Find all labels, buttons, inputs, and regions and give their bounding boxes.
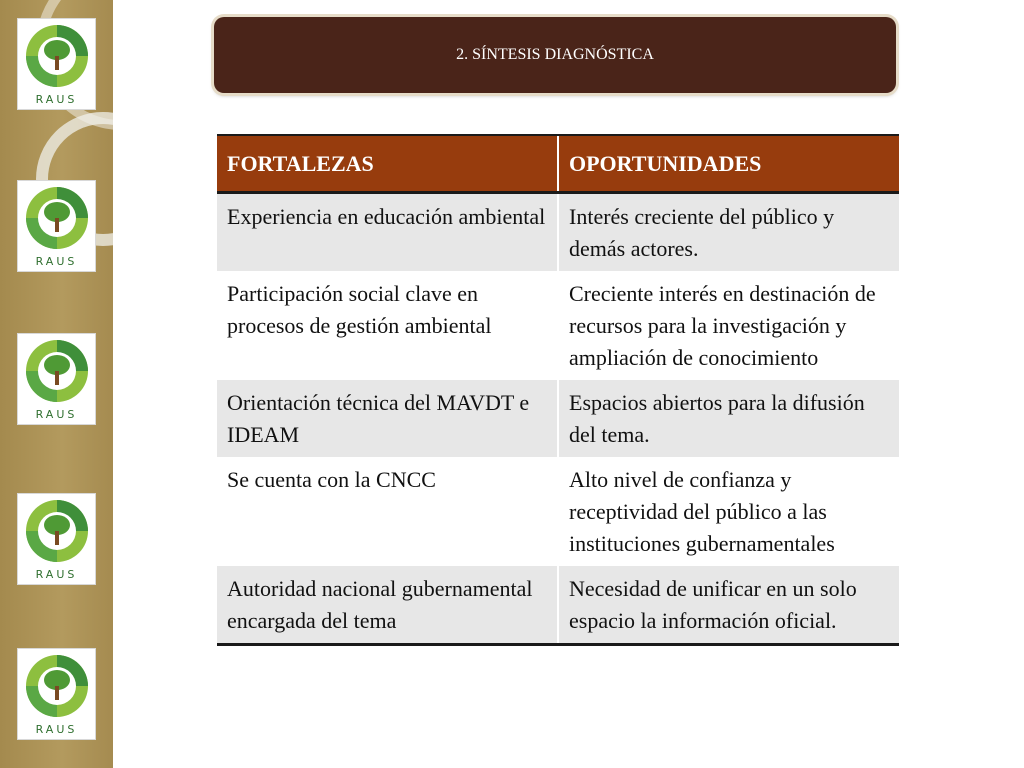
logo-text: RAUS: [35, 93, 78, 106]
raus-logo: [17, 180, 96, 272]
table-row: [217, 566, 899, 645]
tree-puzzle-logo-icon: [22, 497, 92, 565]
oportunidad-cell: Espacios abiertos para la difusión del tema.: [558, 380, 899, 457]
oportunidad-cell: Interés creciente del público y demás actores.: [558, 193, 899, 272]
table-row: [217, 457, 899, 566]
fortaleza-cell: Orientación técnica del MAVDT e IDEAM: [217, 380, 558, 457]
oportunidad-cell: Necesidad de unificar en un solo espacio la información oficial.: [558, 566, 899, 645]
swot-table: [217, 134, 899, 646]
logo-text: RAUS: [35, 255, 78, 268]
slide-title: 2. SÍNTESIS DIAGNÓSTICA: [456, 46, 654, 63]
raus-logo: [17, 18, 96, 110]
tree-puzzle-logo-icon: [22, 652, 92, 720]
oportunidad-cell: Alto nivel de confianza y receptividad del público a las instituciones gubernamentales: [558, 457, 899, 566]
table-header-row: [217, 135, 899, 193]
header-fortalezas: FORTALEZAS: [217, 135, 558, 193]
logo-text: RAUS: [35, 408, 78, 421]
raus-logo: [17, 493, 96, 585]
header-oportunidades: OPORTUNIDADES: [558, 135, 899, 193]
oportunidad-cell: Creciente interés en destinación de recursos para la investigación y ampliación de conocimiento: [558, 271, 899, 380]
raus-logo: [17, 648, 96, 740]
tree-puzzle-logo-icon: [22, 184, 92, 252]
table-row: [217, 271, 899, 380]
sidebar: [0, 0, 113, 768]
logo-text: RAUS: [35, 723, 78, 736]
fortaleza-cell: Se cuenta con la CNCC: [217, 457, 558, 566]
slide-title-banner: [214, 17, 896, 93]
fortaleza-cell: Autoridad nacional gubernamental encargada del tema: [217, 566, 558, 645]
table-row: [217, 380, 899, 457]
fortaleza-cell: Participación social clave en procesos de gestión ambiental: [217, 271, 558, 380]
fortaleza-cell: Experiencia en educación ambiental: [217, 193, 558, 272]
tree-puzzle-logo-icon: [22, 22, 92, 90]
table-row: [217, 193, 899, 272]
logo-text: RAUS: [35, 568, 78, 581]
raus-logo: [17, 333, 96, 425]
tree-puzzle-logo-icon: [22, 337, 92, 405]
